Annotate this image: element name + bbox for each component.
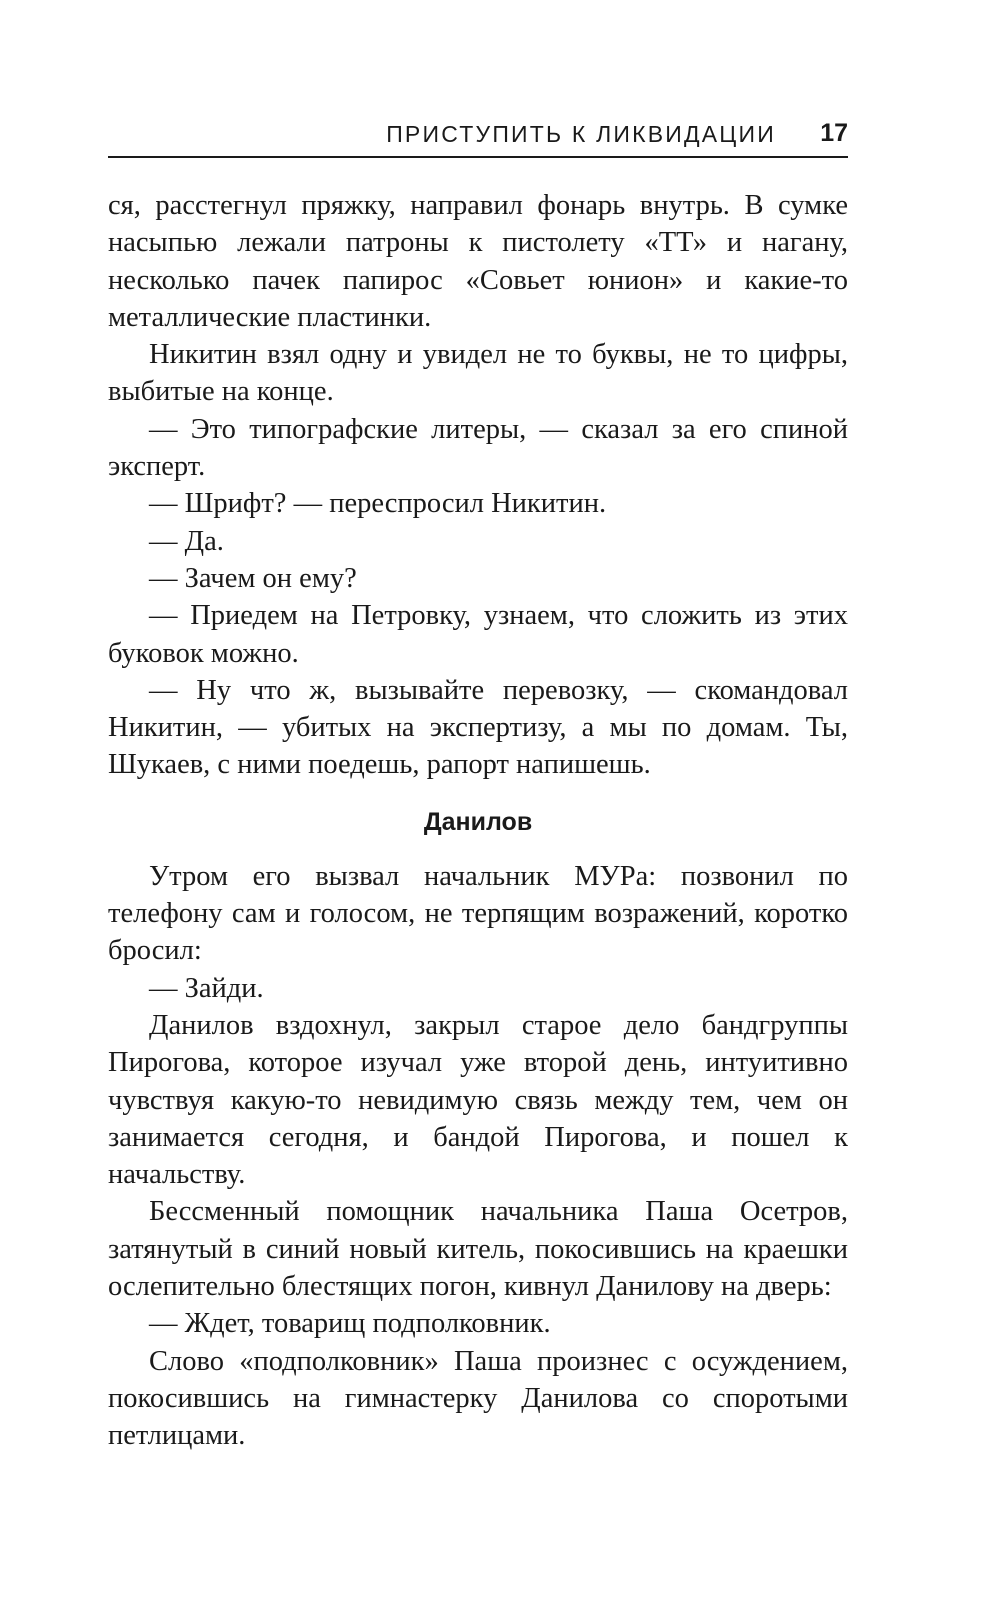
paragraph: — Ждет, товарищ подполковник. xyxy=(149,1308,551,1340)
paragraph: Слово «подполковник» Паша произнес с осуждением, покосившись на гимнастерку Данилова со споротыми петлицами. xyxy=(108,1345,848,1452)
text-column xyxy=(108,187,848,1455)
paragraph: Утром его вызвал начальник МУРа: позвонил по телефону сам и голосом, не терпящим возражений, коротко бросил: xyxy=(108,860,848,967)
paragraph: — Зайди. xyxy=(149,972,264,1004)
page-number: 17 xyxy=(820,119,848,147)
running-title: ПРИСТУПИТЬ К ЛИКВИДАЦИИ xyxy=(386,121,776,147)
paragraph: — Зачем он ему? xyxy=(149,562,357,594)
paragraph: — Это типографские литеры, — сказал за его спиной эксперт. xyxy=(108,413,848,483)
paragraph: ся, расстегнул пряжку, направил фонарь внутрь. В сумке насыпью лежали патроны к пистолету «ТТ» и нагану, несколько пачек папирос «Совьет юнион» и какие-то металлические пластинки. xyxy=(108,190,848,333)
section-heading: Данилов xyxy=(423,807,533,836)
paragraph: — Ну что ж, вызывайте перевозку, — скомандовал Никитин, — убитых на экспертизу, а мы по домам. Ты, Шукаев, с ними поедешь, рапорт напишешь. xyxy=(108,674,848,781)
paragraph: — Да. xyxy=(149,525,224,557)
paragraph: Данилов вздохнул, закрыл старое дело бандгруппы Пирогова, которое изучал уже второй день, интуитивно чувствуя какую-то невидимую связь между тем, чем он занимается сегодня, и бандой Пирогова, и пошел к начальству. xyxy=(108,1009,848,1191)
running-header xyxy=(108,112,848,158)
paragraph: — Приедем на Петровку, узнаем, что сложить из этих буковок можно. xyxy=(108,600,848,669)
paragraph: Бессменный помощник начальника Паша Осетров, затянутый в синий новый китель, покосившись на краешки ослепительно блестящих погон, кивнул Данилову на дверь: xyxy=(108,1196,848,1303)
paragraph: — Шрифт? — переспросил Никитин. xyxy=(149,488,607,520)
paragraph: Никитин взял одну и увидел не то буквы, не то цифры, выбитые на конце. xyxy=(108,339,848,408)
